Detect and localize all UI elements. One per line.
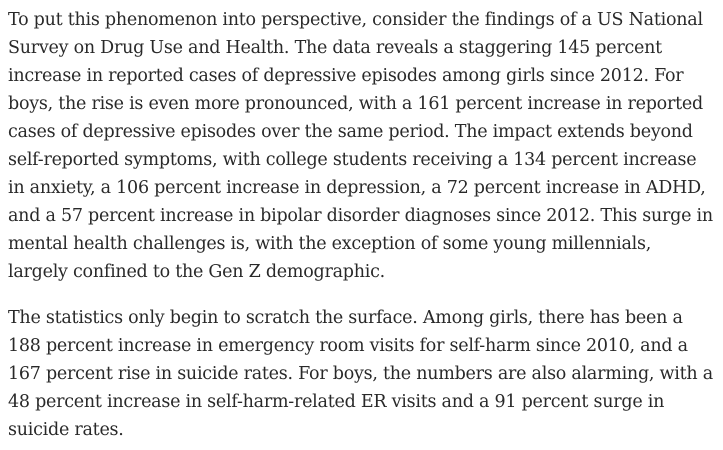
paragraph-depression-statistics: To put this phenomenon into perspective, consider the findings of a US National Survey on Drug Use and Health. The data reveals a staggering 145 percent increase in reported cases of depressive episodes among girls since 2012. For boys, the rise is even more pronounced, with a 161 percent increase in reported cases of depressive episodes over the same period. The impact extends beyond self-reported symptoms, with college students receiving a 134 percent increase in anxiety, a 106 percent increase in depression, a 72 percent increase in ADHD, and a 57 percent increase in bipolar disorder diagnoses since 2012. This surge in mental health challenges is, with the exception of some young millennials, largely confined to the Gen Z demographic. [8,10,713,282]
paragraph-self-harm-statistics: The statistics only begin to scratch the surface. Among girls, there has been a 188 percent increase in emergency room visits for self-harm since 2010, and a 167 percent rise in suicide rates. For boys, the numbers are also alarming, with a 48 percent increase in self-harm-related ER visits and a 91 percent surge in suicide rates. [8,308,713,440]
